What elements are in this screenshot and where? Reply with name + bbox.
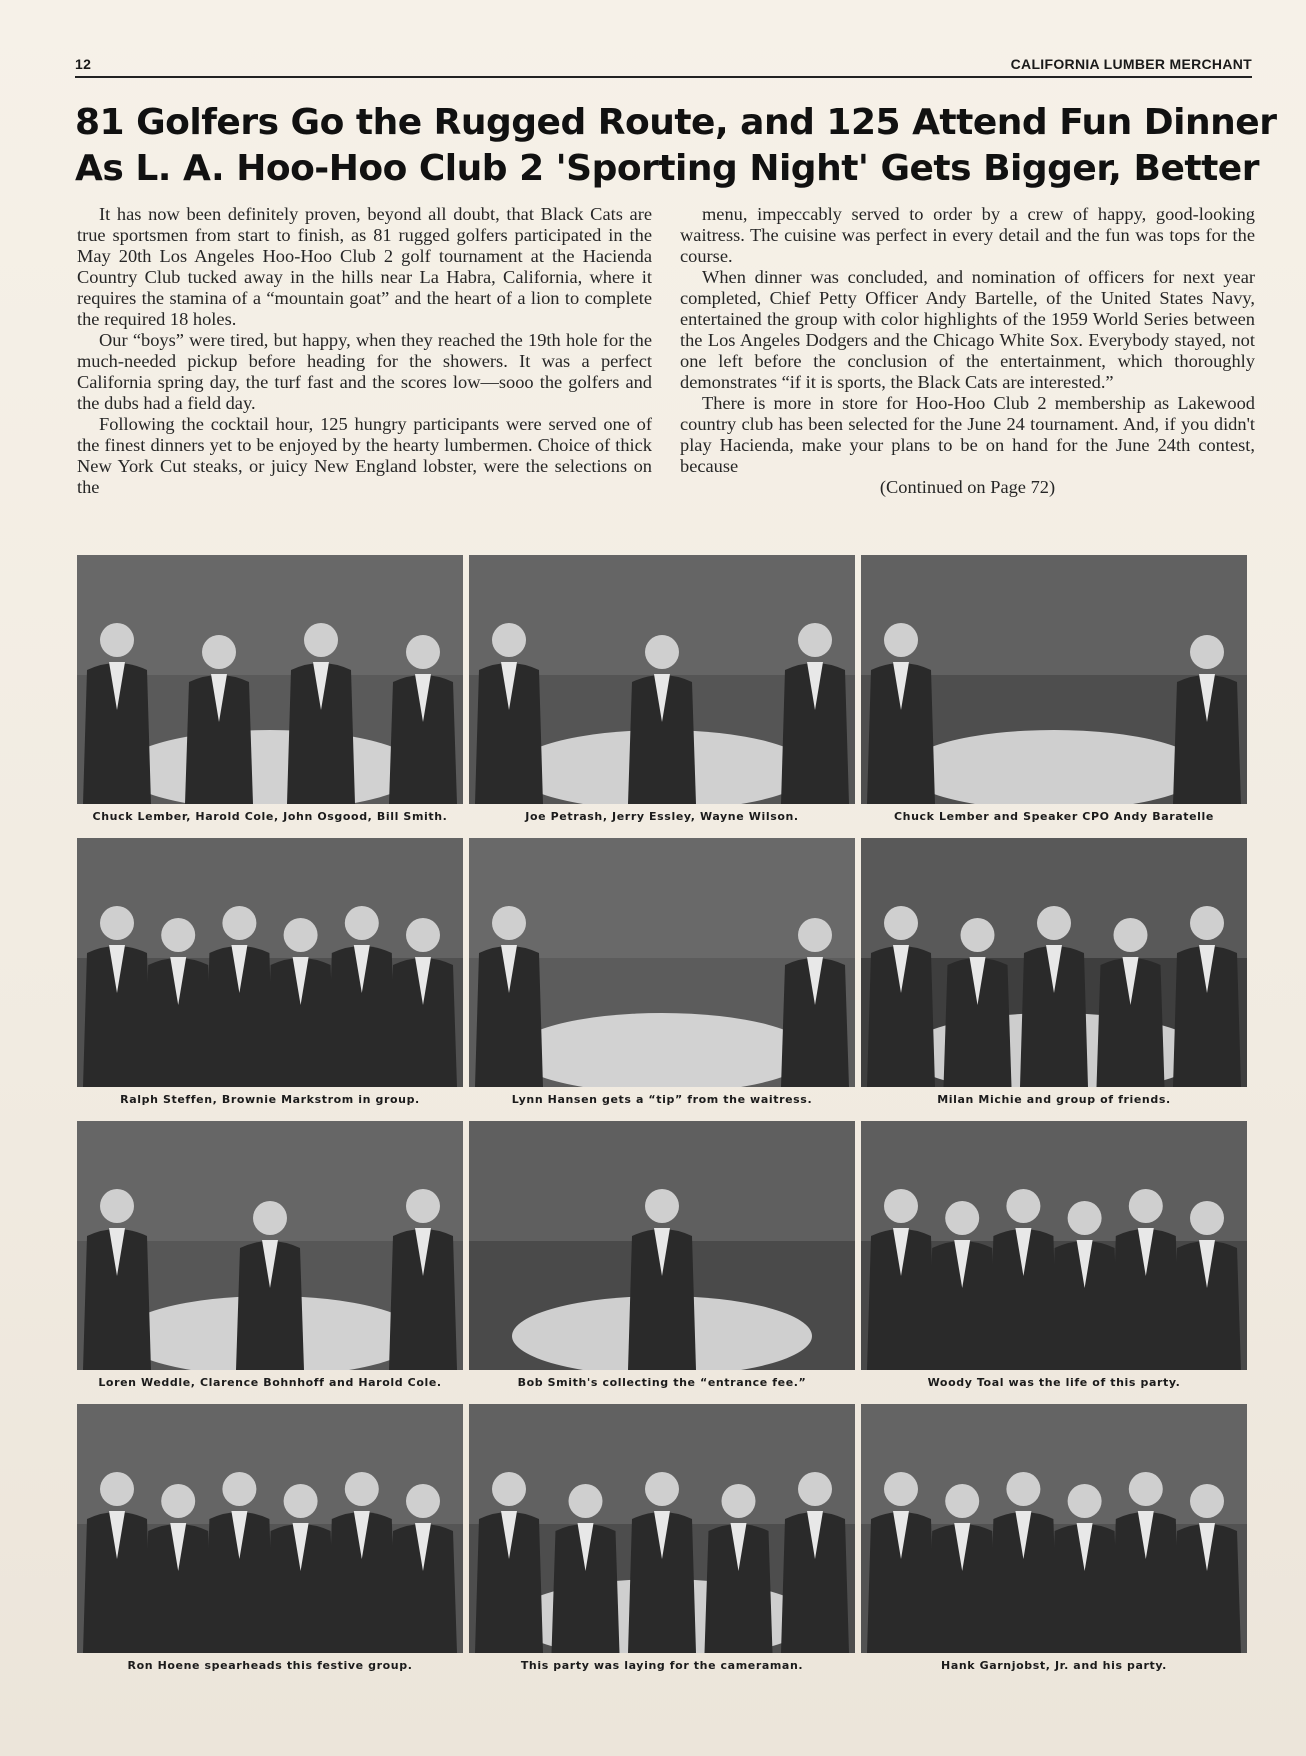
photo-image (469, 555, 855, 804)
photo-caption: Bob Smith's collecting the “entrance fee.” (517, 1376, 807, 1389)
photo-image (861, 555, 1247, 804)
photo-image (77, 555, 463, 804)
event-photo (77, 1404, 463, 1653)
headline-line-1: 81 Golfers Go the Rugged Route, and 125 Attend Fun Dinner (75, 102, 1277, 143)
event-photo (861, 1404, 1247, 1653)
photo-image (861, 838, 1247, 1087)
article-paragraph: Our “boys” were tired, but happy, when they reached the 19th hole for the much-needed pickup before heading for the showers. It was a perfect California spring day, the turf fast and the scores low—sooo the golfers and the dubs had a field day. (77, 330, 652, 413)
photo-caption: This party was laying for the cameraman. (520, 1659, 804, 1672)
article-paragraph: Following the cocktail hour, 125 hungry participants were served one of the finest dinners yet to be enjoyed by the hearty lumbermen. Choice of thick New York Cut steaks, or juicy New England lobster, were the selections on the (77, 414, 652, 497)
event-photo (77, 555, 463, 804)
photo-caption: Lynn Hansen gets a “tip” from the waitress. (511, 1093, 813, 1106)
photo-image (77, 1404, 463, 1653)
photo-image (77, 838, 463, 1087)
article-paragraph: When dinner was concluded, and nomination of officers for next year completed, Chief Petty Officer Andy Bartelle, of the United States Navy, entertained the group with color highlights of the 1959 World Series between the Los Angeles Dodgers and the Chicago White Sox. Everybody stayed, not one left before the conclusion of the entertainment, which thoroughly demonstrates “if it is sports, the Black Cats are interested.” (680, 267, 1255, 392)
article-paragraph: menu, impeccably served to order by a crew of happy, good-looking waitress. The cuisine was perfect in every detail and the fun was tops for the course. (680, 204, 1255, 266)
page-number: 12 (75, 56, 92, 72)
running-header (75, 54, 1252, 78)
photo-image (861, 1121, 1247, 1370)
article-column-left (77, 204, 652, 498)
publication-name: CALIFORNIA LUMBER MERCHANT (1010, 56, 1252, 72)
photo-image (861, 1404, 1247, 1653)
photo-caption: Ralph Steffen, Brownie Markstrom in group. (120, 1093, 420, 1106)
photo-caption: Chuck Lember and Speaker CPO Andy Baratelle (893, 810, 1214, 823)
event-photo (861, 1121, 1247, 1370)
article-paragraph: There is more in store for Hoo-Hoo Club 2 membership as Lakewood country club has been selected for the June 24 tournament. And, if you didn't play Hacienda, make your plans to be on hand for the June 24th contest, because (680, 393, 1255, 476)
event-photo (861, 555, 1247, 804)
photo-image (77, 1121, 463, 1370)
event-photo (469, 1404, 855, 1653)
photo-caption: Hank Garnjobst, Jr. and his party. (941, 1659, 1167, 1672)
event-photo (861, 838, 1247, 1087)
photo-caption: Ron Hoene spearheads this festive group. (127, 1659, 413, 1672)
photo-image (469, 1121, 855, 1370)
photo-caption: Milan Michie and group of friends. (937, 1093, 1171, 1106)
headline-line-2: As L. A. Hoo-Hoo Club 2 'Sporting Night' Gets Bigger, Better (75, 148, 1259, 189)
continued-notice: (Continued on Page 72) (879, 477, 1056, 497)
photo-image (469, 1404, 855, 1653)
event-photo (77, 1121, 463, 1370)
photo-caption: Chuck Lember, Harold Cole, John Osgood, Bill Smith. (92, 810, 448, 823)
article-paragraph: It has now been definitely proven, beyond all doubt, that Black Cats are true sportsmen from start to finish, as 81 rugged golfers participated in the May 20th Los Angeles Hoo-Hoo Club 2 golf tournament at the Hacienda Country Club tucked away in the hills near La Habra, California, where it requires the stamina of a “mountain goat” and the heart of a lion to complete the required 18 holes. (77, 204, 652, 329)
event-photo (77, 838, 463, 1087)
photo-caption: Joe Petrash, Jerry Essley, Wayne Wilson. (525, 810, 799, 823)
article-headline (75, 100, 1277, 192)
article-column-right (680, 204, 1255, 498)
event-photo (469, 1121, 855, 1370)
event-photo (469, 838, 855, 1087)
photo-caption: Loren Weddle, Clarence Bohnhoff and Harold Cole. (98, 1376, 442, 1389)
photo-image (469, 838, 855, 1087)
photo-caption: Woody Toal was the life of this party. (927, 1376, 1181, 1389)
event-photo (469, 555, 855, 804)
